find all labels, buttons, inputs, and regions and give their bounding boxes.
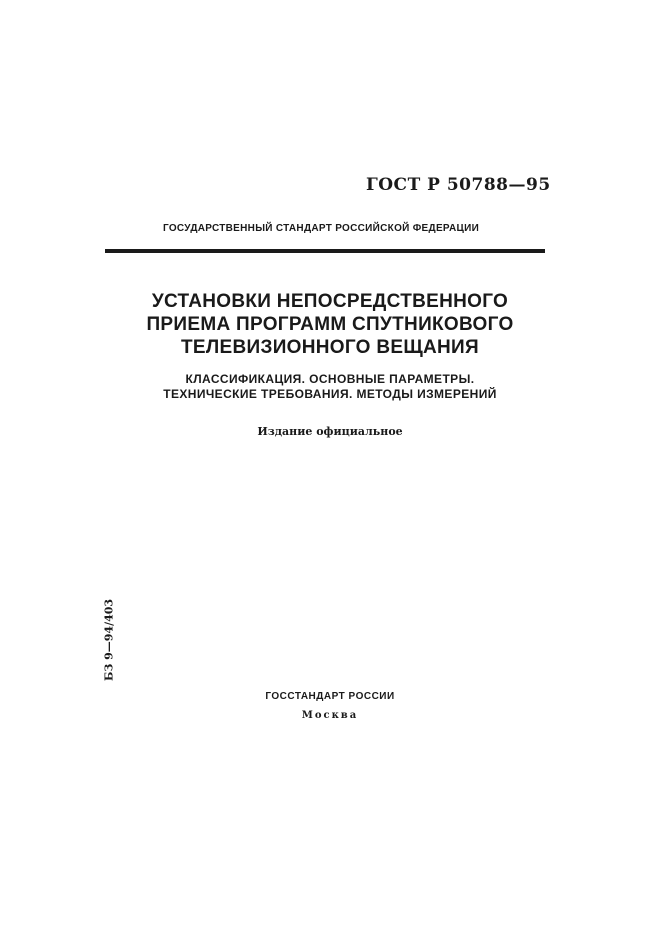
standard-header: ГОСУДАРСТВЕННЫЙ СТАНДАРТ РОССИЙСКОЙ ФЕДЕРАЦИИ [163,223,480,234]
document-title [80,290,580,359]
side-code: БЗ 9—94/403 [102,598,116,682]
edition-note: Издание официальное [257,425,403,438]
gost-number: ГОСТ Р 50788—95 [366,175,551,195]
subtitle-line: КЛАССИФИКАЦИЯ. ОСНОВНЫЕ ПАРАМЕТРЫ. [185,372,475,386]
title-line: ПРИЕМА ПРОГРАММ СПУТНИКОВОГО [146,314,514,335]
publication-city: Москва [301,710,359,721]
header-divider [105,249,545,253]
publisher: ГОССТАНДАРТ РОССИИ [265,691,395,702]
document-subtitle [80,372,580,402]
subtitle-line: ТЕХНИЧЕСКИЕ ТРЕБОВАНИЯ. МЕТОДЫ ИЗМЕРЕНИЙ [163,387,497,401]
title-line: УСТАНОВКИ НЕПОСРЕДСТВЕННОГО [151,291,509,312]
title-line: ТЕЛЕВИЗИОННОГО ВЕЩАНИЯ [181,337,479,358]
